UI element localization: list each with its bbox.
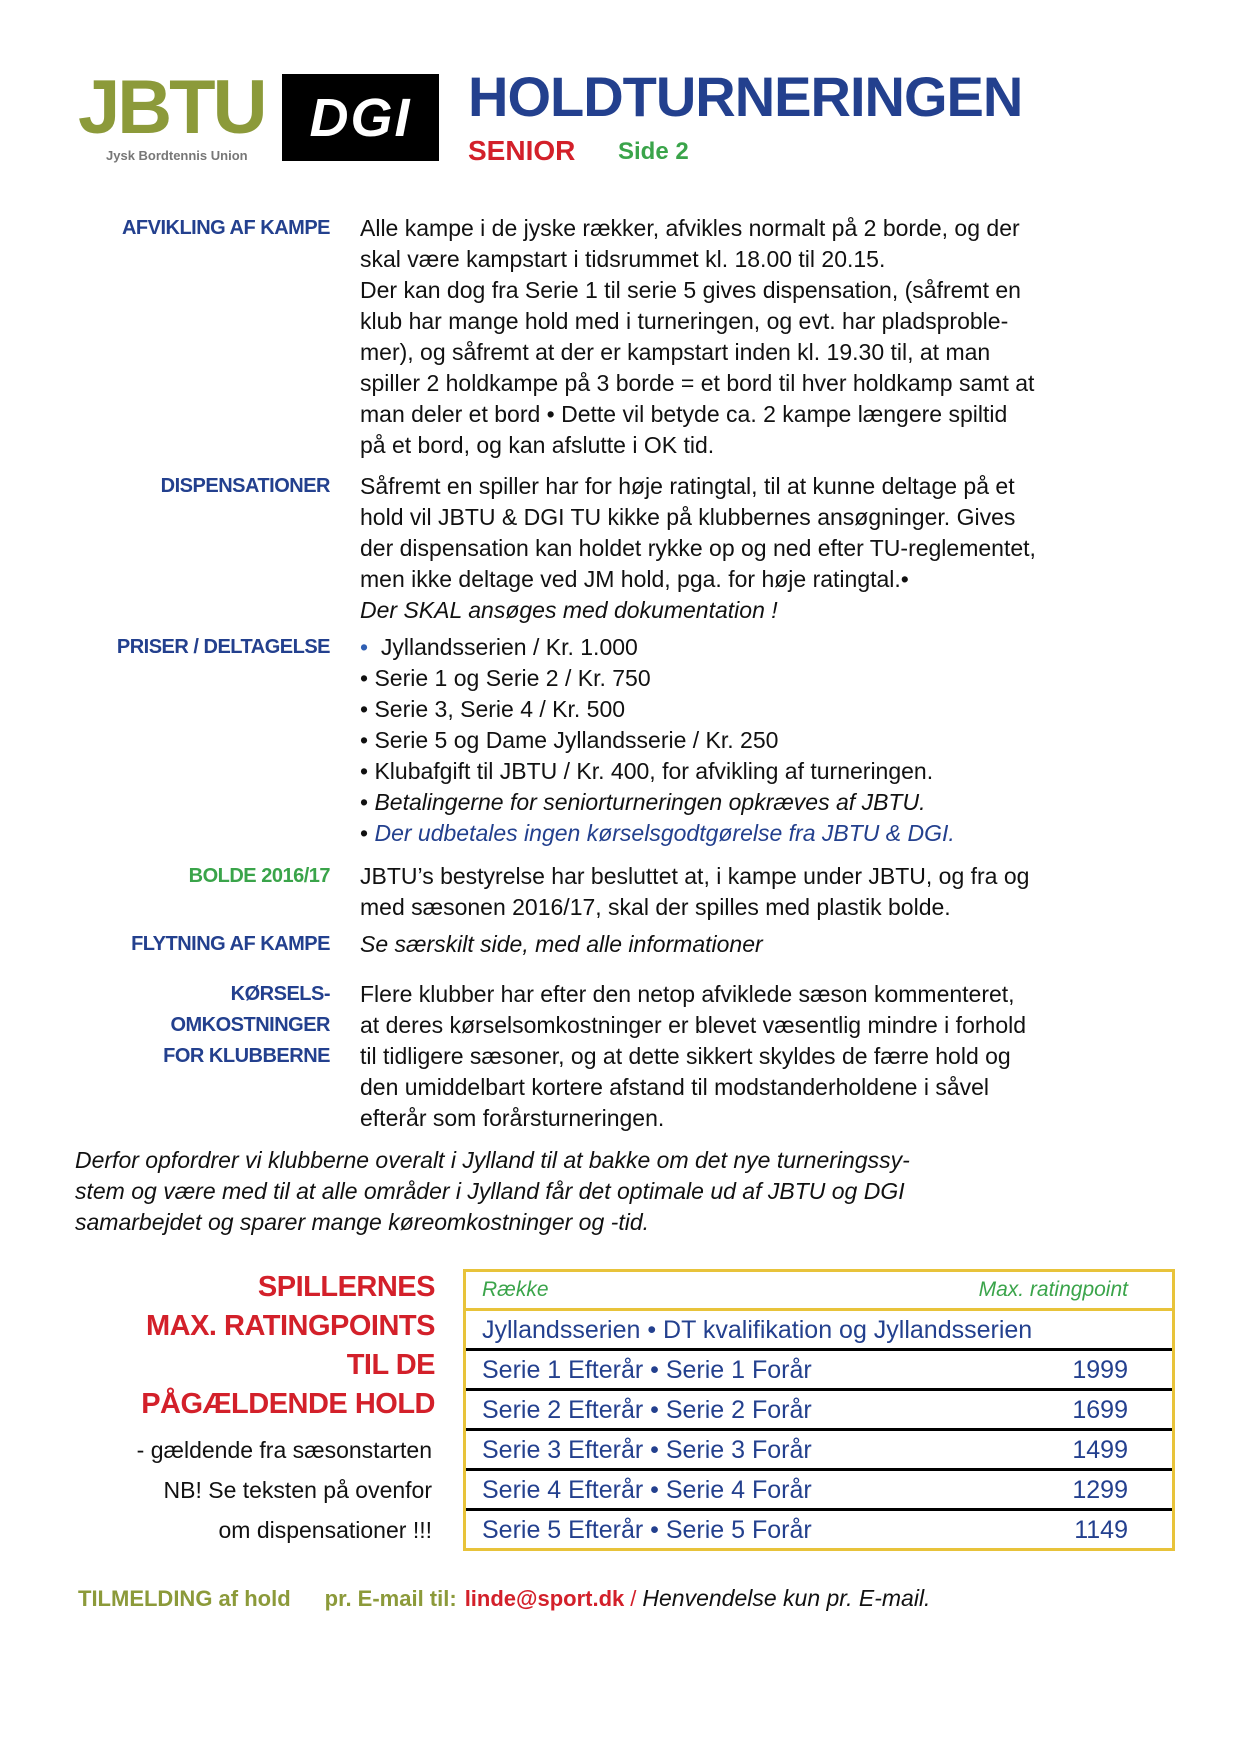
section-label-dispensationer: DISPENSATIONER: [160, 475, 330, 497]
jbtu-logo: [78, 65, 268, 166]
text-line: men ikke deltage ved JM hold, pga. for høje ratingtal.•: [360, 566, 909, 592]
signup-label: TILMELDING af hold: [78, 1586, 291, 1611]
section-body-bolde: [360, 861, 1190, 923]
bullet-icon: •: [360, 727, 375, 753]
row-name: Serie 3 Efterår • Serie 3 Forår: [482, 1435, 812, 1464]
price-item-mileage: • Der udbetales ingen kørselsgodtgørelse fra JBTU & DGI.: [360, 820, 955, 846]
row-name: Serie 1 Efterår • Serie 1 Forår: [482, 1355, 812, 1384]
text-line: Derfor opfordrer vi klubberne overalt i Jylland til at bakke om det nye turneringssy-: [75, 1147, 910, 1173]
text-line: skal være kampstart i tidsrummet kl. 18.00 til 20.15.: [360, 246, 886, 272]
row-name: Serie 5 Efterår • Serie 5 Forår: [482, 1515, 812, 1544]
ratings-table: [463, 1269, 1175, 1551]
jbtu-logo-subtitle: Jysk Bordtennis Union: [106, 148, 248, 163]
section-body-korsel: [360, 979, 1190, 1134]
section-label-afvikling: AFVIKLING AF KAMPE: [121, 217, 330, 239]
price-item: • Klubafgift til JBTU / Kr. 400, for afvikling af turneringen.: [360, 758, 934, 784]
section-label-korsel: KØRSELS- OMKOSTNINGER FOR KLUBBERNE: [163, 983, 330, 1067]
separator: /: [630, 1586, 637, 1611]
table-row: [466, 1468, 1172, 1508]
table-row: [466, 1311, 1172, 1348]
table-header: [466, 1272, 1172, 1311]
dgi-logo-text: DGI: [309, 87, 412, 148]
bullet-icon: •: [360, 789, 375, 815]
text-line: Der kan dog fra Serie 1 til serie 5 gives dispensation, (såfremt en: [360, 277, 1021, 303]
row-max: 1149: [1074, 1515, 1128, 1544]
section-body-dispensationer: [360, 471, 1190, 626]
signup-note: Henvendelse kun pr. E-mail.: [642, 1585, 931, 1611]
row-max: 1499: [1072, 1435, 1128, 1464]
section-label-priser: PRISER / DELTAGELSE: [116, 636, 330, 658]
row-name: Serie 4 Efterår • Serie 4 Forår: [482, 1475, 812, 1504]
column-header-row: Række: [482, 1278, 549, 1301]
dispensation-note: Der SKAL ansøges med dokumentation !: [360, 597, 778, 623]
text-line: Alle kampe i de jyske rækker, afvikles normalt på 2 borde, og der: [360, 215, 1020, 241]
text-line: stem og være med til at alle områder i Jylland får det optimale ud af JBTU og DGI: [75, 1178, 905, 1204]
text-line: at deres kørselsomkostninger er blevet væsentlig mindre i forhold: [360, 1012, 1027, 1038]
price-item-payment: • Betalingerne for seniorturneringen opkræves af JBTU.: [360, 789, 926, 815]
bullet-icon: •: [360, 820, 375, 846]
page-subtitle: SENIOR: [468, 135, 576, 166]
text-line: klub har mange hold med i turneringen, og evt. har pladsproble-: [360, 308, 1009, 334]
ratings-heading: SPILLERNES MAX. RATINGPOINTS TIL DE PÅGÆLDENDE HOLD: [141, 1271, 435, 1420]
text-line: mer), og såfremt at der er kampstart inden kl. 19.30 til, at man: [360, 339, 991, 365]
text-line: med sæsonen 2016/17, skal der spilles med plastik bolde.: [360, 894, 951, 920]
text-line: spiller 2 holdkampe på 3 borde = et bord til hver holdkamp samt at: [360, 370, 1035, 396]
signup-email-link[interactable]: linde@sport.dk: [464, 1586, 625, 1611]
ratings-note: - gældende fra sæsonstarten NB! Se teksten på ovenfor om dispensationer !!!: [136, 1437, 432, 1543]
section-body-afvikling: [360, 213, 1190, 461]
row-max: 1699: [1072, 1395, 1128, 1424]
text-line: JBTU’s bestyrelse har besluttet at, i kampe under JBTU, og fra og: [360, 863, 1030, 889]
table-row: [466, 1428, 1172, 1468]
row-max: 1299: [1072, 1475, 1128, 1504]
column-header-max: Max. ratingpoint: [978, 1278, 1128, 1301]
text-line: Flere klubber har efter den netop afviklede sæson kommenteret,: [360, 981, 1015, 1007]
text-line: på et bord, og kan afslutte i OK tid.: [360, 432, 715, 458]
text-line: den umiddelbart kortere afstand til modstanderholdene i såvel: [360, 1074, 990, 1100]
text-line: til tidligere sæsoner, og at dette sikkert skyldes de færre hold og: [360, 1043, 1011, 1069]
bullet-icon: •: [360, 758, 375, 784]
text-line: der dispensation kan holdet rykke op og ned efter TU-reglementet,: [360, 535, 1036, 561]
dgi-logo: [282, 74, 439, 161]
table-row: [466, 1388, 1172, 1428]
bullet-icon: •: [360, 634, 381, 660]
page-number: Side 2: [618, 138, 689, 165]
page-title: HOLDTURNERINGEN: [468, 65, 1023, 128]
section-label-flytning: FLYTNING AF KAMPE: [131, 933, 330, 955]
text-line: man deler et bord • Dette vil betyde ca. 2 kampe længere spiltid: [360, 401, 1008, 427]
price-item: • Serie 1 og Serie 2 / Kr. 750: [360, 665, 651, 691]
text-line: samarbejdet og sparer mange køreomkostninger og -tid.: [75, 1209, 650, 1235]
footer-signup: [78, 1583, 1178, 1614]
text-line: efterår som forårsturneringen.: [360, 1105, 665, 1131]
signup-prefix: pr. E-mail til:: [324, 1586, 457, 1611]
closing-paragraph: [75, 1145, 1185, 1238]
text-line: Såfremt en spiller har for høje ratingtal, til at kunne deltage på et: [360, 473, 1015, 499]
table-row: [466, 1508, 1172, 1548]
section-body-flytning: Se særskilt side, med alle informationer: [360, 931, 763, 957]
section-label-bolde: BOLDE 2016/17: [188, 865, 330, 887]
bullet-icon: •: [360, 696, 375, 722]
row-name: Serie 2 Efterår • Serie 2 Forår: [482, 1395, 812, 1424]
table-row: [466, 1348, 1172, 1388]
section-body-priser: [360, 632, 1190, 849]
row-max: 1999: [1072, 1355, 1128, 1384]
row-name: Jyllandsserien • DT kvalifikation og Jyllandsserien: [482, 1315, 1033, 1344]
price-item: • Serie 5 og Dame Jyllandsserie / Kr. 250: [360, 727, 779, 753]
text-line: hold vil JBTU & DGI TU kikke på klubbernes ansøgninger. Gives: [360, 504, 1016, 530]
jbtu-logo-letters: JBTU: [78, 65, 265, 150]
price-item: • Serie 3, Serie 4 / Kr. 500: [360, 696, 626, 722]
price-item: • Jyllandsserien / Kr. 1.000: [360, 634, 638, 660]
bullet-icon: •: [360, 665, 375, 691]
